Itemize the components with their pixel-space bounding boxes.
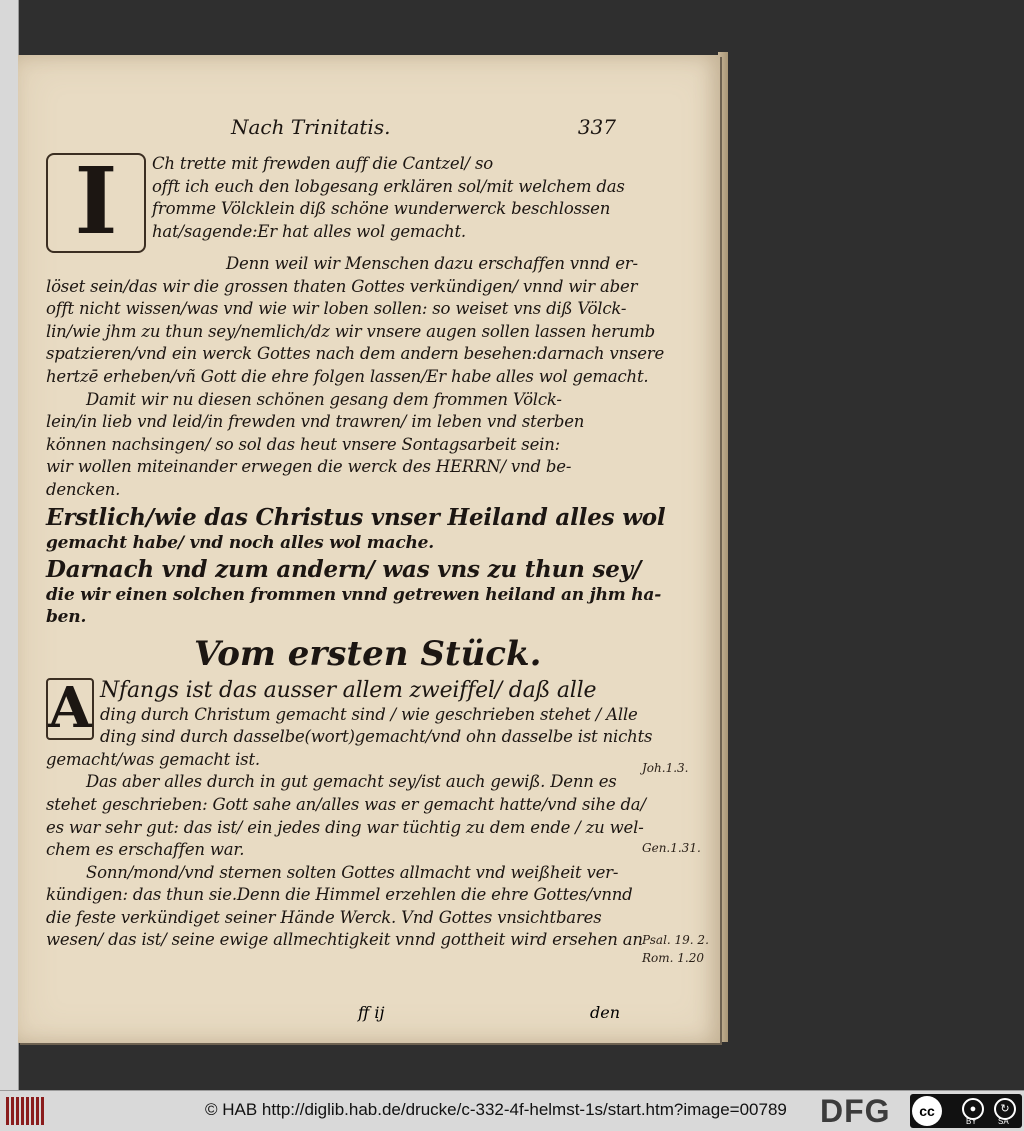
cc-icon: cc xyxy=(912,1096,942,1126)
sa-icon: ↻ xyxy=(994,1098,1016,1120)
text-line: lein/in lieb vnd leid/in frewden vnd trawren/ im leben vnd sterben xyxy=(46,412,585,432)
text-line: chem es erschaffen war. xyxy=(46,840,245,860)
hab-logo-icon xyxy=(6,1097,44,1125)
signature-mark: ff ij xyxy=(358,1003,385,1022)
page-text-block xyxy=(46,113,709,965)
text-line: wir wollen miteinander erwegen die werck des HERRN/ vnd be- xyxy=(46,457,572,477)
text-line: offt ich euch den lobgesang erklären sol/mit welchem das xyxy=(152,176,625,196)
dfg-logo: DFG xyxy=(820,1093,891,1129)
text-line: die feste verkündiget seiner Hände Werck. Vnd Gottes vnsichtbares xyxy=(46,907,602,927)
text-line: stehet geschrieben: Gott sahe an/alles was er gemacht hatte/vnd sihe da/ xyxy=(46,794,646,814)
text-line: die wir einen solchen frommen vnnd getrewen heiland an jhm ha- xyxy=(46,584,662,605)
text-line: offt nicht wissen/was vnd wie wir loben sollen: so weiset vns diß Völck- xyxy=(46,299,627,319)
copyright-link[interactable]: © HAB http://diglib.hab.de/drucke/c-332-4f-helmst-1s/start.htm?image=00789 xyxy=(205,1100,787,1119)
by-label: BY xyxy=(966,1117,977,1126)
paragraph-sunday-work xyxy=(46,389,618,502)
text-line: dencken. xyxy=(46,479,121,499)
text-line: kündigen: das thun sie.Denn die Himmel erzehlen die ehre Gottes/vnnd xyxy=(46,885,633,905)
catchword: den xyxy=(589,1003,620,1022)
drop-cap-initial: I xyxy=(46,153,146,253)
text-line: Denn weil wir Menschen dazu erschaffen vnnd er- xyxy=(226,254,638,273)
by-icon: ● xyxy=(962,1098,984,1120)
section-heading: Vom ersten Stück. xyxy=(194,633,542,674)
text-line: hat/sagende:Er hat alles wol gemacht. xyxy=(152,221,466,241)
text-line: ben. xyxy=(46,606,87,627)
text-line: fromme Völcklein diß schöne wunderwerck beschlossen xyxy=(152,199,611,219)
running-head xyxy=(46,113,618,153)
margin-note: Joh.1.3. xyxy=(642,761,689,775)
text-line: Ch trette mit frewden auff die Cantzel/ so xyxy=(152,154,493,173)
paragraph-creation xyxy=(46,677,653,772)
text-line: Nfangs ist das ausser allem zweiffel/ daß alle xyxy=(100,677,597,703)
text-line: können nachsingen/ so sol das heut vnsere Sontagsarbeit sein: xyxy=(46,434,560,454)
page-number: 337 xyxy=(577,115,616,139)
text-line: spatzieren/vnd ein werck Gottes nach dem andern besehen:darnach vnsere xyxy=(46,344,665,364)
margin-note: Psal. 19. 2. xyxy=(642,933,709,947)
drop-cap-initial-2: A xyxy=(46,678,94,740)
cc-license-badge[interactable] xyxy=(910,1094,1022,1128)
text-line: Sonn/mond/vnd sternen solten Gottes allmacht vnd weißheit ver- xyxy=(86,862,619,882)
point-second xyxy=(46,555,662,628)
text-line: lin/wie jhm zu thun sey/nemlich/dz wir vnsere augen sollen lassen herumb xyxy=(46,321,655,341)
running-title: Nach Trinitatis. xyxy=(231,115,391,139)
viewer-left-strip xyxy=(0,0,19,1090)
text-line: Darnach vnd zum andern/ was vns zu thun sey/ xyxy=(46,555,642,583)
text-line: löset sein/das wir die grossen thaten Gottes verkündigen/ vnnd wir aber xyxy=(46,276,638,296)
text-line: ding durch Christum gemacht sind / wie geschrieben stehet / Alle xyxy=(100,704,638,724)
text-line: gemacht/was gemacht ist. xyxy=(46,749,260,769)
sa-label: SA xyxy=(998,1117,1009,1126)
paragraph-good-creation xyxy=(46,771,646,861)
paragraph-praise xyxy=(46,253,665,389)
text-line: ding sind durch dasselbe(wort)gemacht/vnd ohn dasselbe ist nichts xyxy=(100,727,653,747)
footer-bar xyxy=(0,1090,1024,1131)
margin-note: Gen.1.31. xyxy=(642,841,701,855)
point-first xyxy=(46,503,666,554)
text-line: es war sehr gut: das ist/ ein jedes ding war tüchtig zu dem ende / zu wel- xyxy=(46,817,644,837)
text-line: Damit wir nu diesen schönen gesang dem frommen Völck- xyxy=(86,389,562,409)
paragraph-heavens xyxy=(46,862,643,952)
book-page xyxy=(18,55,720,1043)
text-line: Erstlich/wie das Christus vnser Heiland alles wol xyxy=(46,503,666,531)
margin-note: Rom. 1.20 xyxy=(642,951,704,965)
text-line: wesen/ das ist/ seine ewige allmechtigkeit vnnd gottheit wird ersehen an xyxy=(46,930,643,950)
text-line: hertzē erheben/vñ Gott die ehre folgen lassen/Er habe alles wol gemacht. xyxy=(46,366,649,386)
text-line: gemacht habe/ vnd noch alles wol mache. xyxy=(46,532,434,553)
text-line: Das aber alles durch in gut gemacht sey/ist auch gewiß. Denn es xyxy=(86,772,617,792)
